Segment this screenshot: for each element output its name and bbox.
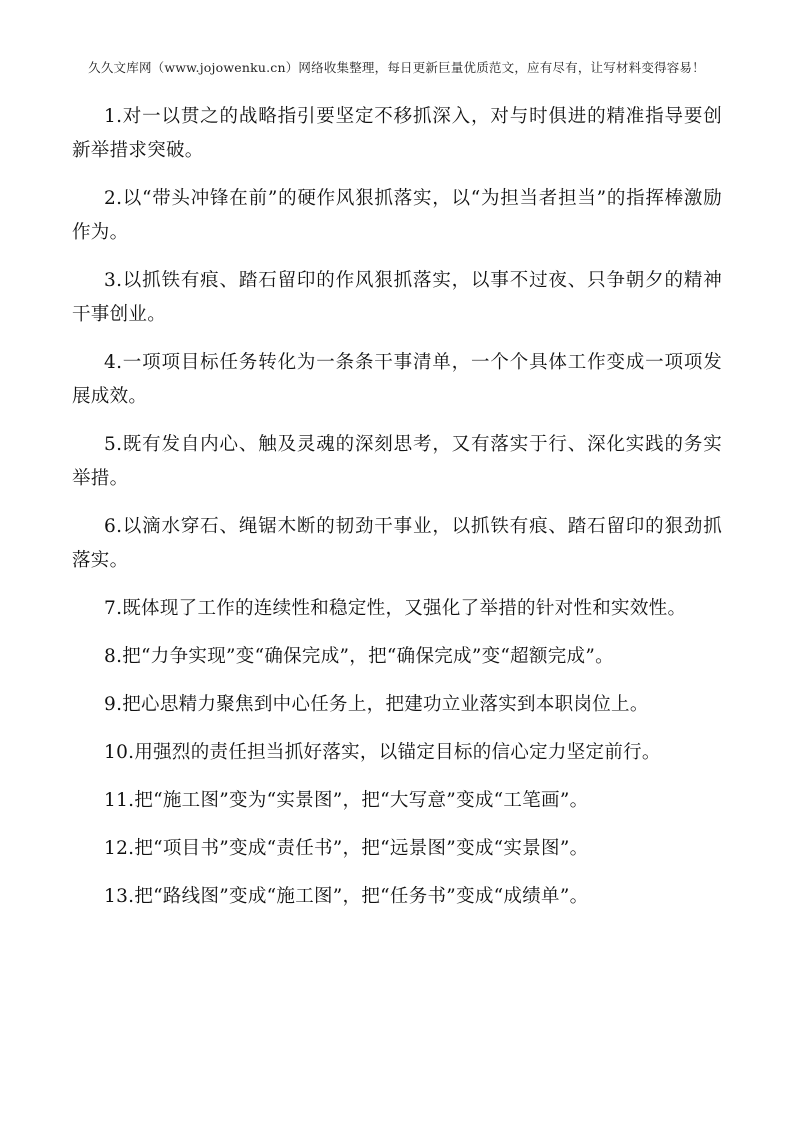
list-item: 9.把心思精力聚焦到中心任务上，把建功立业落实到本职岗位上。	[104, 694, 649, 715]
list-item: 1.对一以贯之的战略指引要坚定不移抓深入，对与时俱进的精准指导要创新举措求突破。	[72, 106, 722, 161]
list-item: 4.一项项目标任务转化为一条条干事清单，一个个具体工作变成一项项发展成效。	[72, 352, 722, 407]
list-item: 7.既体现了工作的连续性和稳定性，又强化了举措的针对性和实效性。	[104, 598, 687, 619]
page-header: 久久文库网（www.jojowenku.cn）网络收集整理，每日更新巨量优质范文，应有尽有，让写材料变得容易！	[88, 60, 705, 75]
list-item: 2.以“带头冲锋在前”的硬作风狠抓落实，以“为担当者担当”的指挥棒激励作为。	[72, 188, 722, 243]
list-item: 8.把“力争实现”变“确保完成”，把“确保完成”变“超额完成”。	[104, 646, 614, 667]
list-item: 10.用强烈的责任担当抓好落实，以锚定目标的信心定力坚定前行。	[104, 742, 661, 763]
list-item: 6.以滴水穿石、绳锯木断的韧劲干事业，以抓铁有痕、踏石留印的狠劲抓落实。	[72, 516, 722, 571]
list-item: 5.既有发自内心、触及灵魂的深刻思考，又有落实于行、深化实践的务实举措。	[72, 434, 722, 489]
list-item: 13.把“路线图”变成“施工图”，把“任务书”变成“成绩单”。	[104, 886, 589, 907]
list-item: 12.把“项目书”变成“责任书”，把“远景图”变成“实景图”。	[104, 838, 589, 859]
list-item: 11.把“施工图”变为“实景图”，把“大写意”变成“工笔画”。	[104, 790, 589, 811]
list-item: 3.以抓铁有痕、踏石留印的作风狠抓落实，以事不过夜、只争朝夕的精神干事创业。	[72, 270, 722, 325]
document-body	[72, 100, 722, 928]
